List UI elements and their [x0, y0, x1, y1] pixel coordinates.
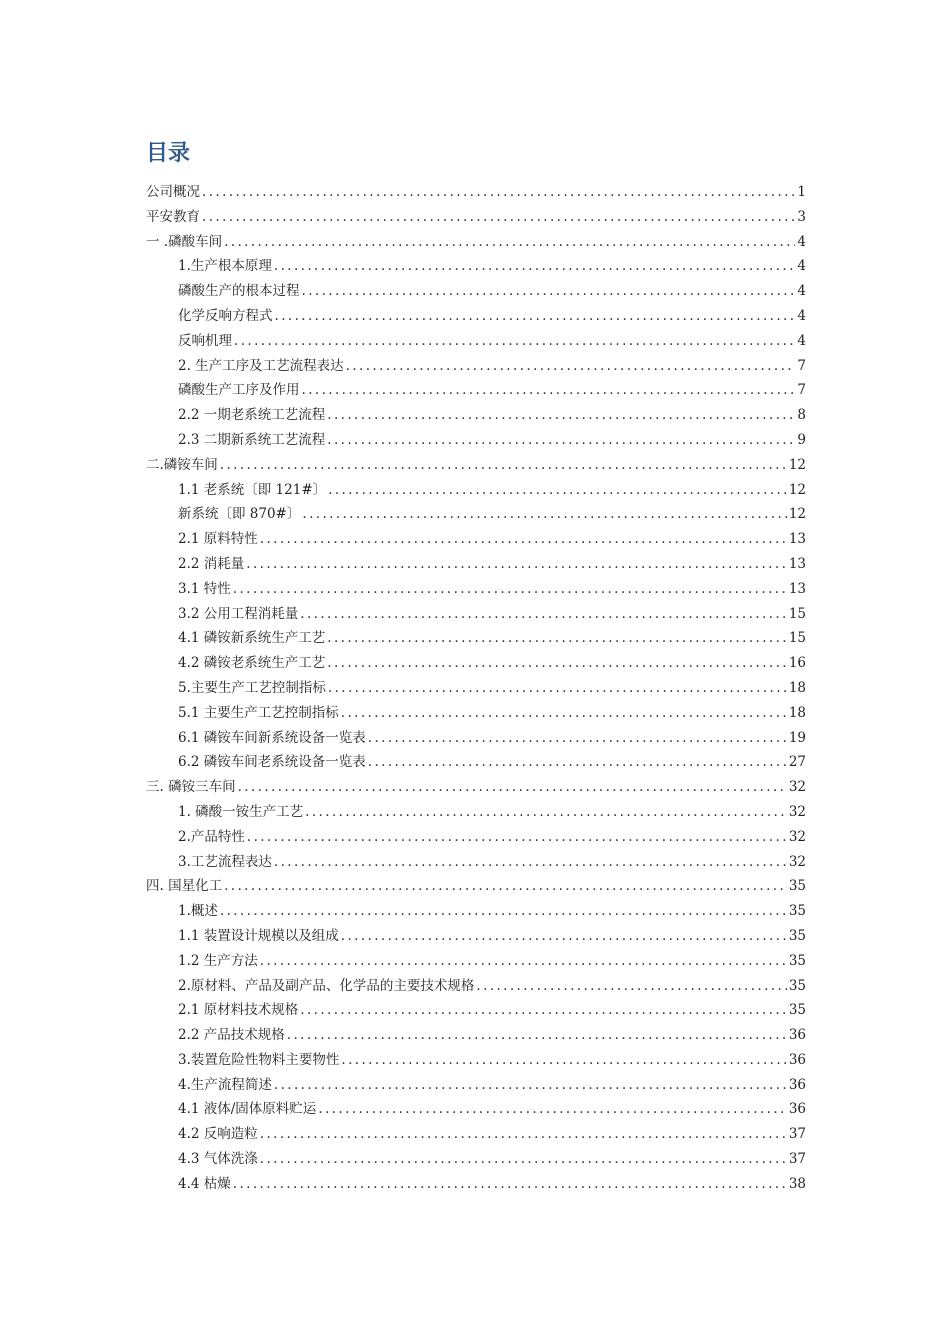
toc-entry[interactable] — [146, 850, 806, 875]
toc-entry[interactable] — [146, 478, 806, 503]
toc-entry[interactable] — [146, 825, 806, 850]
toc-entry-page-number: 38 — [788, 1175, 806, 1192]
toc-dot-leader — [220, 453, 787, 478]
toc-entry[interactable] — [146, 1147, 806, 1172]
toc-dot-leader — [302, 378, 796, 403]
toc-dot-leader — [234, 329, 795, 354]
toc-dot-leader — [476, 974, 786, 999]
toc-entry[interactable] — [146, 1097, 806, 1122]
toc-entry-page-number: 4 — [797, 258, 806, 275]
toc-entry-text: 1.1 老系统〔即 121#〕 — [178, 481, 327, 498]
toc-entry-page-number: 4 — [797, 307, 806, 324]
toc-entry-page-number: 36 — [788, 1101, 806, 1118]
toc-entry-text: 3.装置危险性物料主要物性 — [178, 1051, 340, 1068]
toc-entry[interactable] — [146, 899, 806, 924]
toc-dot-leader — [328, 676, 787, 701]
toc-entry-page-number: 32 — [788, 853, 806, 870]
toc-entry[interactable] — [146, 279, 806, 304]
toc-entry-page-number: 35 — [788, 878, 806, 895]
toc-dot-leader — [327, 403, 795, 428]
toc-dot-leader — [233, 1172, 787, 1197]
toc-entry[interactable] — [146, 775, 806, 800]
toc-dot-leader — [274, 254, 796, 279]
toc-entry[interactable] — [146, 378, 806, 403]
toc-dot-leader — [341, 701, 787, 726]
toc-entry-page-number: 8 — [797, 407, 806, 424]
toc-title: 目录 — [146, 141, 191, 166]
toc-entry[interactable] — [146, 651, 806, 676]
toc-entry[interactable] — [146, 949, 806, 974]
toc-entry-text: 4.生产流程简述 — [178, 1076, 272, 1093]
toc-entry-page-number: 1 — [797, 184, 806, 200]
toc-entry-text: 2.2 产品技术规格 — [178, 1027, 285, 1044]
toc-entry[interactable] — [146, 800, 806, 825]
toc-entry-page-number: 19 — [788, 729, 806, 746]
toc-entry[interactable] — [146, 974, 806, 999]
toc-entry-page-number: 13 — [788, 531, 806, 548]
toc-dot-leader — [346, 354, 796, 379]
toc-dot-leader — [302, 502, 786, 527]
toc-entry-text: 6.1 磷铵车间新系统设备一览表 — [178, 729, 366, 746]
toc-dot-leader — [202, 180, 795, 205]
toc-entry-text: 4.3 气体洗涤 — [178, 1151, 258, 1168]
toc-entry-page-number: 12 — [788, 481, 806, 498]
toc-entry-page-number: 7 — [797, 357, 806, 374]
toc-entry-page-number: 7 — [797, 382, 806, 399]
toc-dot-leader — [274, 1073, 787, 1098]
toc-entry-text: 1.1 装置设计规模以及组成 — [178, 927, 339, 944]
toc-entry-text: 2.1 原材料技术规格 — [178, 1002, 299, 1019]
toc-entry-page-number: 13 — [788, 580, 806, 597]
toc-entry-text: 2.2 消耗量 — [178, 555, 245, 572]
toc-entry-text: 6.2 磷铵车间老系统设备一览表 — [178, 754, 366, 771]
toc-entry-text: 平安教育 — [146, 208, 200, 225]
toc-dot-leader — [341, 924, 787, 949]
toc-entry-page-number: 37 — [788, 1151, 806, 1168]
toc-entry-page-number: 16 — [788, 655, 806, 672]
toc-entry[interactable] — [146, 254, 806, 279]
toc-entry-page-number: 15 — [788, 605, 806, 622]
toc-entry-text: 公司概况 — [146, 184, 200, 200]
toc-entry-text: 4.2 反响造粒 — [178, 1126, 258, 1143]
toc-entry[interactable] — [146, 403, 806, 428]
toc-entry-page-number: 35 — [788, 1002, 806, 1019]
toc-dot-leader — [224, 874, 787, 899]
toc-entry-text: 2.产品特性 — [178, 828, 245, 845]
toc-entry-text: 一 .磷酸车间 — [146, 233, 223, 250]
toc-entry[interactable] — [146, 701, 806, 726]
toc-dot-leader — [368, 726, 787, 751]
toc-dot-leader — [300, 998, 787, 1023]
toc-entry-text: 新系统〔即 870#〕 — [178, 506, 301, 523]
toc-entry-text: 3.1 特性 — [178, 580, 231, 597]
toc-entry[interactable] — [146, 1048, 806, 1073]
toc-entry[interactable] — [146, 676, 806, 701]
toc-entry[interactable] — [146, 924, 806, 949]
toc-entry-text: 磷酸生产的根本过程 — [178, 283, 300, 300]
toc-list — [146, 180, 806, 1197]
toc-entry[interactable] — [146, 428, 806, 453]
toc-dot-leader — [233, 577, 787, 602]
toc-entry-text: 磷酸生产工序及作用 — [178, 382, 300, 399]
toc-entry-page-number: 35 — [788, 952, 806, 969]
toc-dot-leader — [246, 552, 787, 577]
toc-entry[interactable] — [146, 304, 806, 329]
toc-dot-leader — [260, 949, 787, 974]
toc-entry-page-number: 18 — [788, 679, 806, 696]
toc-entry-page-number: 4 — [797, 233, 806, 250]
toc-entry-page-number: 35 — [788, 977, 806, 994]
toc-entry-text: 2.原材料、产品及副产品、化学品的主要技术规格 — [178, 977, 475, 994]
toc-entry-text: 3.工艺流程表达 — [178, 853, 272, 870]
toc-dot-leader — [287, 1023, 787, 1048]
toc-entry[interactable] — [146, 180, 806, 205]
toc-entry-page-number: 35 — [788, 927, 806, 944]
toc-dot-leader — [327, 651, 787, 676]
toc-entry-page-number: 15 — [788, 630, 806, 647]
toc-entry[interactable] — [146, 1023, 806, 1048]
toc-entry[interactable] — [146, 453, 806, 478]
toc-dot-leader — [302, 279, 796, 304]
toc-entry-text: 三. 磷铵三车间 — [146, 779, 236, 796]
toc-dot-leader — [327, 626, 787, 651]
toc-dot-leader — [260, 527, 787, 552]
toc-entry-text: 1.生产根本原理 — [178, 258, 272, 275]
toc-entry-page-number: 12 — [788, 506, 806, 523]
toc-entry[interactable] — [146, 750, 806, 775]
toc-entry[interactable] — [146, 577, 806, 602]
toc-entry-page-number: 4 — [797, 283, 806, 300]
toc-entry-page-number: 13 — [788, 555, 806, 572]
toc-dot-leader — [202, 205, 795, 230]
toc-entry[interactable] — [146, 602, 806, 627]
toc-entry-text: 5.1 主要生产工艺控制指标 — [178, 704, 339, 721]
toc-entry-text: 4.4 枯燥 — [178, 1175, 231, 1192]
toc-dot-leader — [327, 428, 795, 453]
toc-entry-text: 1.2 生产方法 — [178, 952, 258, 969]
toc-entry[interactable] — [146, 626, 806, 651]
toc-entry-page-number: 36 — [788, 1076, 806, 1093]
toc-entry-text: 2.2 一期老系统工艺流程 — [178, 407, 326, 424]
toc-entry-text: 4.2 磷铵老系统生产工艺 — [178, 655, 326, 672]
toc-entry-text: 5.主要生产工艺控制指标 — [178, 679, 326, 696]
toc-dot-leader — [318, 1097, 787, 1122]
toc-dot-leader — [260, 1122, 787, 1147]
toc-entry-page-number: 32 — [788, 803, 806, 820]
toc-entry-text: 1.概述 — [178, 903, 218, 920]
toc-entry[interactable] — [146, 998, 806, 1023]
toc-entry-text: 反响机理 — [178, 332, 232, 349]
toc-dot-leader — [220, 899, 787, 924]
toc-entry-text: 4.1 磷铵新系统生产工艺 — [178, 630, 326, 647]
toc-entry[interactable] — [146, 726, 806, 751]
toc-entry[interactable] — [146, 552, 806, 577]
toc-entry-page-number: 12 — [788, 456, 806, 473]
toc-entry[interactable] — [146, 1172, 806, 1197]
toc-entry[interactable] — [146, 230, 806, 255]
toc-dot-leader — [260, 1147, 787, 1172]
toc-dot-leader — [247, 825, 787, 850]
toc-dot-leader — [341, 1048, 786, 1073]
toc-entry-page-number: 36 — [788, 1027, 806, 1044]
toc-entry[interactable] — [146, 354, 806, 379]
toc-entry[interactable] — [146, 502, 806, 527]
toc-entry-page-number: 18 — [788, 704, 806, 721]
toc-entry-text: 2.3 二期新系统工艺流程 — [178, 431, 326, 448]
toc-entry[interactable] — [146, 527, 806, 552]
toc-entry-text: 2.1 原料特性 — [178, 531, 258, 548]
toc-dot-leader — [305, 800, 787, 825]
toc-entry[interactable] — [146, 1122, 806, 1147]
toc-dot-leader — [300, 602, 787, 627]
toc-dot-leader — [224, 230, 795, 255]
toc-entry[interactable] — [146, 874, 806, 899]
toc-entry-text: 2. 生产工序及工艺流程表达 — [178, 357, 344, 374]
toc-dot-leader — [328, 478, 787, 503]
toc-dot-leader — [368, 750, 787, 775]
toc-entry-page-number: 4 — [797, 332, 806, 349]
toc-entry-page-number: 27 — [788, 754, 806, 771]
toc-entry-text: 4.1 液体/固体原料贮运 — [178, 1101, 317, 1118]
toc-entry[interactable] — [146, 329, 806, 354]
toc-entry-text: 二.磷铵车间 — [146, 456, 218, 473]
toc-entry-page-number: 32 — [788, 828, 806, 845]
toc-entry-text: 化学反响方程式 — [178, 307, 273, 324]
toc-entry-text: 3.2 公用工程消耗量 — [178, 605, 299, 622]
toc-entry-text: 四. 国星化工 — [146, 878, 223, 895]
toc-entry-page-number: 35 — [788, 903, 806, 920]
toc-entry-page-number: 37 — [788, 1126, 806, 1143]
toc-entry[interactable] — [146, 205, 806, 230]
toc-entry-page-number: 36 — [788, 1051, 806, 1068]
toc-dot-leader — [275, 304, 796, 329]
toc-entry-page-number: 3 — [797, 208, 806, 225]
toc-entry[interactable] — [146, 1073, 806, 1098]
toc-entry-page-number: 9 — [797, 431, 806, 448]
toc-dot-leader — [238, 775, 787, 800]
toc-dot-leader — [274, 850, 787, 875]
toc-entry-text: 1. 磷酸一铵生产工艺 — [178, 803, 304, 820]
toc-entry-page-number: 32 — [788, 779, 806, 796]
